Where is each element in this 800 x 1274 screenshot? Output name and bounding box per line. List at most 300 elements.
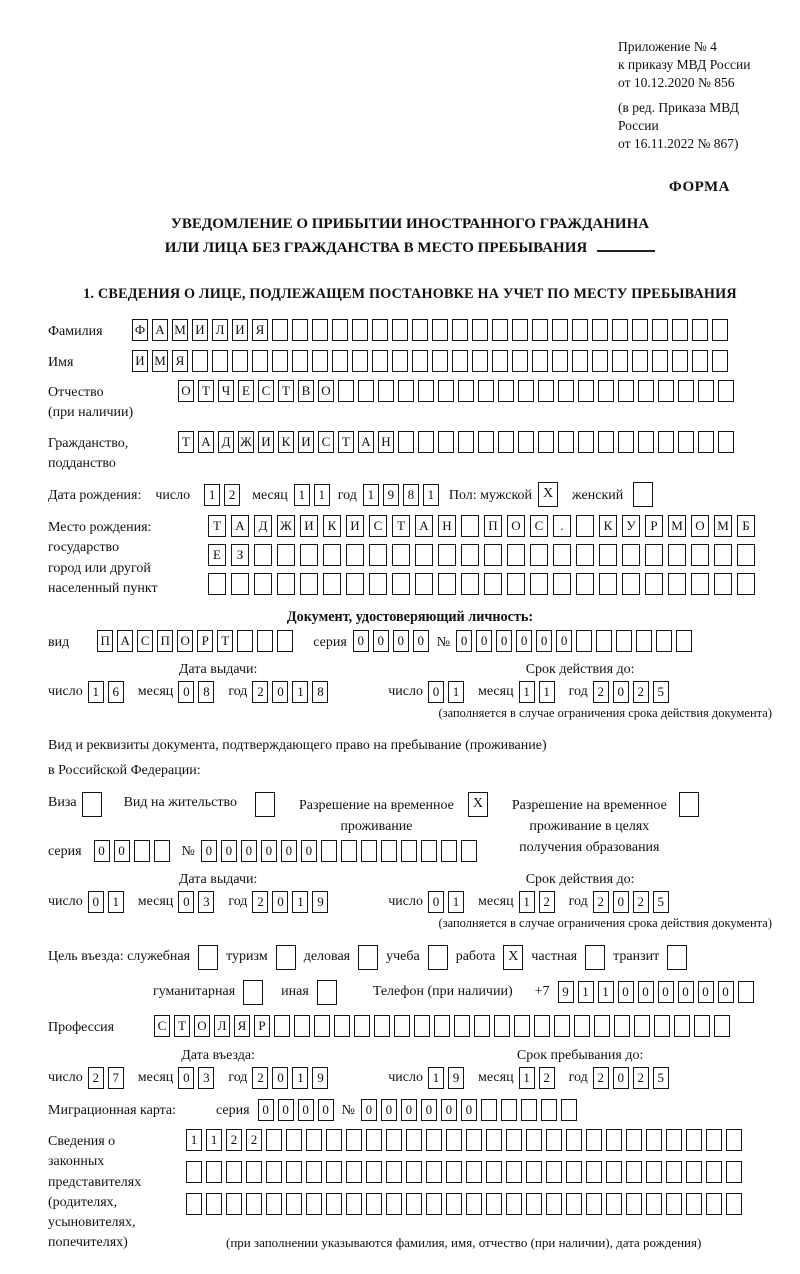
- char-cell[interactable]: 0: [393, 630, 409, 652]
- char-cell[interactable]: [645, 544, 663, 566]
- char-cell[interactable]: [312, 350, 328, 372]
- char-cell[interactable]: [606, 1193, 622, 1215]
- char-cell[interactable]: [292, 319, 308, 341]
- char-cell[interactable]: [632, 350, 648, 372]
- char-cell[interactable]: [594, 1015, 610, 1037]
- char-cell[interactable]: [352, 319, 368, 341]
- char-cell[interactable]: 1: [519, 891, 535, 913]
- char-cell[interactable]: [492, 350, 508, 372]
- char-cell[interactable]: [606, 1161, 622, 1183]
- char-cell[interactable]: [538, 431, 554, 453]
- char-cell[interactable]: 1: [448, 891, 464, 913]
- char-cell[interactable]: 9: [558, 981, 574, 1003]
- char-cell[interactable]: [646, 1161, 662, 1183]
- char-cell[interactable]: [706, 1161, 722, 1183]
- char-cell[interactable]: Я: [172, 350, 188, 372]
- char-cell[interactable]: Н: [438, 515, 456, 537]
- char-cell[interactable]: 3: [198, 891, 214, 913]
- char-cell[interactable]: [386, 1129, 402, 1151]
- char-cell[interactable]: [346, 573, 364, 595]
- char-cell[interactable]: [698, 431, 714, 453]
- char-cell[interactable]: [714, 573, 732, 595]
- char-cell[interactable]: [507, 573, 525, 595]
- char-cell[interactable]: [292, 350, 308, 372]
- char-cell[interactable]: [254, 544, 272, 566]
- char-cell[interactable]: 2: [224, 484, 240, 506]
- char-cell[interactable]: И: [300, 515, 318, 537]
- char-cell[interactable]: Т: [198, 380, 214, 402]
- char-cell[interactable]: [737, 573, 755, 595]
- char-cell[interactable]: [572, 319, 588, 341]
- char-cell[interactable]: [346, 1161, 362, 1183]
- char-cell[interactable]: [401, 840, 417, 862]
- char-cell[interactable]: 2: [226, 1129, 242, 1151]
- char-cell[interactable]: [461, 544, 479, 566]
- char-cell[interactable]: [300, 573, 318, 595]
- char-cell[interactable]: [672, 319, 688, 341]
- char-cell[interactable]: [676, 630, 692, 652]
- char-cell[interactable]: [338, 380, 354, 402]
- char-cell[interactable]: [326, 1129, 342, 1151]
- char-cell[interactable]: А: [117, 630, 133, 652]
- char-cell[interactable]: [332, 350, 348, 372]
- char-cell[interactable]: [226, 1161, 242, 1183]
- char-cell[interactable]: [586, 1129, 602, 1151]
- char-cell[interactable]: [426, 1129, 442, 1151]
- char-cell[interactable]: [712, 350, 728, 372]
- char-cell[interactable]: [418, 380, 434, 402]
- char-cell[interactable]: 0: [301, 840, 317, 862]
- char-cell[interactable]: [492, 319, 508, 341]
- char-cell[interactable]: [618, 431, 634, 453]
- char-cell[interactable]: 2: [593, 891, 609, 913]
- char-cell[interactable]: [246, 1161, 262, 1183]
- char-cell[interactable]: [414, 1015, 430, 1037]
- char-cell[interactable]: 0: [658, 981, 674, 1003]
- char-cell[interactable]: 1: [292, 891, 308, 913]
- char-cell[interactable]: [494, 1015, 510, 1037]
- char-cell[interactable]: К: [323, 515, 341, 537]
- char-cell[interactable]: [514, 1015, 530, 1037]
- char-cell[interactable]: У: [622, 515, 640, 537]
- char-cell[interactable]: [507, 544, 525, 566]
- char-cell[interactable]: [622, 573, 640, 595]
- char-cell[interactable]: 1: [428, 1067, 444, 1089]
- visa-checkbox[interactable]: [82, 792, 102, 817]
- char-cell[interactable]: [666, 1193, 682, 1215]
- char-cell[interactable]: А: [231, 515, 249, 537]
- char-cell[interactable]: Н: [378, 431, 394, 453]
- char-cell[interactable]: О: [194, 1015, 210, 1037]
- char-cell[interactable]: [738, 981, 754, 1003]
- char-cell[interactable]: [612, 350, 628, 372]
- char-cell[interactable]: Т: [208, 515, 226, 537]
- char-cell[interactable]: [392, 350, 408, 372]
- char-cell[interactable]: [392, 544, 410, 566]
- char-cell[interactable]: 9: [448, 1067, 464, 1089]
- char-cell[interactable]: [452, 350, 468, 372]
- char-cell[interactable]: [726, 1129, 742, 1151]
- char-cell[interactable]: 5: [653, 681, 669, 703]
- char-cell[interactable]: [526, 1161, 542, 1183]
- char-cell[interactable]: [326, 1193, 342, 1215]
- char-cell[interactable]: 0: [281, 840, 297, 862]
- char-cell[interactable]: Т: [278, 380, 294, 402]
- char-cell[interactable]: [398, 380, 414, 402]
- char-cell[interactable]: А: [415, 515, 433, 537]
- char-cell[interactable]: [526, 1129, 542, 1151]
- char-cell[interactable]: [646, 1129, 662, 1151]
- char-cell[interactable]: 0: [536, 630, 552, 652]
- char-cell[interactable]: [666, 1161, 682, 1183]
- char-cell[interactable]: [737, 544, 755, 566]
- char-cell[interactable]: 0: [272, 1067, 288, 1089]
- char-cell[interactable]: [461, 573, 479, 595]
- char-cell[interactable]: [466, 1161, 482, 1183]
- char-cell[interactable]: [666, 1129, 682, 1151]
- char-cell[interactable]: [412, 319, 428, 341]
- char-cell[interactable]: [652, 350, 668, 372]
- char-cell[interactable]: М: [152, 350, 168, 372]
- char-cell[interactable]: [486, 1193, 502, 1215]
- char-cell[interactable]: [626, 1193, 642, 1215]
- char-cell[interactable]: [486, 1129, 502, 1151]
- char-cell[interactable]: [654, 1015, 670, 1037]
- char-cell[interactable]: 1: [578, 981, 594, 1003]
- char-cell[interactable]: [426, 1161, 442, 1183]
- char-cell[interactable]: [206, 1193, 222, 1215]
- char-cell[interactable]: [306, 1161, 322, 1183]
- char-cell[interactable]: [614, 1015, 630, 1037]
- char-cell[interactable]: [691, 573, 709, 595]
- char-cell[interactable]: 0: [114, 840, 130, 862]
- char-cell[interactable]: С: [258, 380, 274, 402]
- char-cell[interactable]: [466, 1129, 482, 1151]
- char-cell[interactable]: [718, 380, 734, 402]
- char-cell[interactable]: 0: [381, 1099, 397, 1121]
- char-cell[interactable]: 1: [292, 681, 308, 703]
- char-cell[interactable]: [286, 1129, 302, 1151]
- char-cell[interactable]: [314, 1015, 330, 1037]
- char-cell[interactable]: [346, 1193, 362, 1215]
- char-cell[interactable]: 1: [423, 484, 439, 506]
- char-cell[interactable]: [598, 380, 614, 402]
- char-cell[interactable]: [472, 319, 488, 341]
- char-cell[interactable]: 0: [613, 891, 629, 913]
- char-cell[interactable]: [366, 1129, 382, 1151]
- char-cell[interactable]: [426, 1193, 442, 1215]
- char-cell[interactable]: 0: [221, 840, 237, 862]
- char-cell[interactable]: [626, 1161, 642, 1183]
- char-cell[interactable]: [257, 630, 273, 652]
- char-cell[interactable]: [692, 350, 708, 372]
- purpose-study-checkbox[interactable]: [428, 945, 448, 970]
- char-cell[interactable]: М: [668, 515, 686, 537]
- char-cell[interactable]: [586, 1161, 602, 1183]
- char-cell[interactable]: А: [358, 431, 374, 453]
- char-cell[interactable]: 5: [653, 891, 669, 913]
- char-cell[interactable]: [553, 544, 571, 566]
- char-cell[interactable]: [369, 573, 387, 595]
- char-cell[interactable]: [518, 431, 534, 453]
- char-cell[interactable]: [658, 431, 674, 453]
- char-cell[interactable]: И: [232, 319, 248, 341]
- char-cell[interactable]: [374, 1015, 390, 1037]
- char-cell[interactable]: [434, 1015, 450, 1037]
- char-cell[interactable]: 1: [88, 681, 104, 703]
- char-cell[interactable]: 0: [516, 630, 532, 652]
- char-cell[interactable]: [323, 544, 341, 566]
- char-cell[interactable]: [312, 319, 328, 341]
- char-cell[interactable]: [506, 1129, 522, 1151]
- char-cell[interactable]: [274, 1015, 290, 1037]
- char-cell[interactable]: [714, 544, 732, 566]
- char-cell[interactable]: [512, 319, 528, 341]
- char-cell[interactable]: [406, 1161, 422, 1183]
- purpose-humanitarian-checkbox[interactable]: [243, 980, 263, 1005]
- char-cell[interactable]: [478, 431, 494, 453]
- char-cell[interactable]: [341, 840, 357, 862]
- purpose-transit-checkbox[interactable]: [667, 945, 687, 970]
- char-cell[interactable]: [576, 573, 594, 595]
- char-cell[interactable]: 0: [613, 681, 629, 703]
- char-cell[interactable]: Ф: [132, 319, 148, 341]
- char-cell[interactable]: [246, 1193, 262, 1215]
- char-cell[interactable]: [461, 840, 477, 862]
- char-cell[interactable]: [645, 573, 663, 595]
- char-cell[interactable]: Д: [218, 431, 234, 453]
- char-cell[interactable]: 1: [108, 891, 124, 913]
- char-cell[interactable]: М: [172, 319, 188, 341]
- char-cell[interactable]: 0: [272, 681, 288, 703]
- char-cell[interactable]: [592, 319, 608, 341]
- char-cell[interactable]: З: [231, 544, 249, 566]
- char-cell[interactable]: Л: [214, 1015, 230, 1037]
- char-cell[interactable]: [421, 840, 437, 862]
- char-cell[interactable]: [277, 544, 295, 566]
- char-cell[interactable]: 0: [94, 840, 110, 862]
- char-cell[interactable]: [237, 630, 253, 652]
- char-cell[interactable]: [586, 1193, 602, 1215]
- char-cell[interactable]: [576, 515, 594, 537]
- char-cell[interactable]: О: [318, 380, 334, 402]
- char-cell[interactable]: [558, 431, 574, 453]
- purpose-tourism-checkbox[interactable]: [276, 945, 296, 970]
- rvp-education-checkbox[interactable]: [679, 792, 699, 817]
- char-cell[interactable]: Т: [178, 431, 194, 453]
- char-cell[interactable]: [530, 573, 548, 595]
- char-cell[interactable]: 1: [598, 981, 614, 1003]
- char-cell[interactable]: 0: [428, 891, 444, 913]
- char-cell[interactable]: [501, 1099, 517, 1121]
- char-cell[interactable]: [484, 573, 502, 595]
- char-cell[interactable]: О: [177, 630, 193, 652]
- char-cell[interactable]: Р: [254, 1015, 270, 1037]
- char-cell[interactable]: [618, 380, 634, 402]
- char-cell[interactable]: [668, 544, 686, 566]
- char-cell[interactable]: Ж: [277, 515, 295, 537]
- sex-female-checkbox[interactable]: [633, 482, 653, 507]
- char-cell[interactable]: [346, 544, 364, 566]
- char-cell[interactable]: [366, 1193, 382, 1215]
- char-cell[interactable]: [406, 1193, 422, 1215]
- char-cell[interactable]: [458, 431, 474, 453]
- char-cell[interactable]: 0: [421, 1099, 437, 1121]
- char-cell[interactable]: 2: [252, 681, 268, 703]
- char-cell[interactable]: [352, 350, 368, 372]
- char-cell[interactable]: 0: [476, 630, 492, 652]
- char-cell[interactable]: [134, 840, 150, 862]
- char-cell[interactable]: [498, 431, 514, 453]
- char-cell[interactable]: [694, 1015, 710, 1037]
- char-cell[interactable]: [678, 431, 694, 453]
- char-cell[interactable]: 0: [718, 981, 734, 1003]
- char-cell[interactable]: [678, 380, 694, 402]
- char-cell[interactable]: О: [507, 515, 525, 537]
- char-cell[interactable]: 2: [593, 681, 609, 703]
- char-cell[interactable]: 0: [261, 840, 277, 862]
- char-cell[interactable]: Р: [645, 515, 663, 537]
- char-cell[interactable]: С: [369, 515, 387, 537]
- char-cell[interactable]: Т: [392, 515, 410, 537]
- char-cell[interactable]: 9: [383, 484, 399, 506]
- char-cell[interactable]: И: [298, 431, 314, 453]
- char-cell[interactable]: 0: [678, 981, 694, 1003]
- char-cell[interactable]: [526, 1193, 542, 1215]
- char-cell[interactable]: [415, 544, 433, 566]
- char-cell[interactable]: .: [553, 515, 571, 537]
- char-cell[interactable]: [636, 630, 652, 652]
- char-cell[interactable]: [512, 350, 528, 372]
- char-cell[interactable]: Е: [238, 380, 254, 402]
- char-cell[interactable]: [386, 1161, 402, 1183]
- purpose-work-checkbox[interactable]: X: [503, 945, 523, 970]
- char-cell[interactable]: [646, 1193, 662, 1215]
- char-cell[interactable]: 2: [252, 1067, 268, 1089]
- char-cell[interactable]: С: [318, 431, 334, 453]
- char-cell[interactable]: [394, 1015, 410, 1037]
- char-cell[interactable]: [552, 350, 568, 372]
- char-cell[interactable]: [306, 1193, 322, 1215]
- char-cell[interactable]: 0: [613, 1067, 629, 1089]
- char-cell[interactable]: [634, 1015, 650, 1037]
- char-cell[interactable]: А: [198, 431, 214, 453]
- rvp-checkbox[interactable]: X: [468, 792, 488, 817]
- sex-male-checkbox[interactable]: X: [538, 482, 558, 507]
- char-cell[interactable]: [415, 573, 433, 595]
- char-cell[interactable]: 0: [88, 891, 104, 913]
- char-cell[interactable]: [572, 350, 588, 372]
- char-cell[interactable]: [532, 319, 548, 341]
- char-cell[interactable]: [486, 1161, 502, 1183]
- char-cell[interactable]: 0: [318, 1099, 334, 1121]
- char-cell[interactable]: П: [97, 630, 113, 652]
- char-cell[interactable]: [481, 1099, 497, 1121]
- char-cell[interactable]: 0: [556, 630, 572, 652]
- char-cell[interactable]: 1: [363, 484, 379, 506]
- char-cell[interactable]: [272, 319, 288, 341]
- char-cell[interactable]: [546, 1129, 562, 1151]
- char-cell[interactable]: 0: [178, 681, 194, 703]
- char-cell[interactable]: 2: [633, 1067, 649, 1089]
- char-cell[interactable]: [366, 1161, 382, 1183]
- char-cell[interactable]: 1: [539, 681, 555, 703]
- char-cell[interactable]: [672, 350, 688, 372]
- char-cell[interactable]: [726, 1161, 742, 1183]
- char-cell[interactable]: [372, 350, 388, 372]
- char-cell[interactable]: [266, 1129, 282, 1151]
- char-cell[interactable]: [566, 1193, 582, 1215]
- char-cell[interactable]: [446, 1129, 462, 1151]
- char-cell[interactable]: 1: [206, 1129, 222, 1151]
- char-cell[interactable]: [334, 1015, 350, 1037]
- char-cell[interactable]: 0: [241, 840, 257, 862]
- char-cell[interactable]: [592, 350, 608, 372]
- char-cell[interactable]: 2: [246, 1129, 262, 1151]
- char-cell[interactable]: [186, 1161, 202, 1183]
- char-cell[interactable]: [266, 1193, 282, 1215]
- char-cell[interactable]: 7: [108, 1067, 124, 1089]
- char-cell[interactable]: [714, 1015, 730, 1037]
- char-cell[interactable]: 0: [441, 1099, 457, 1121]
- char-cell[interactable]: [506, 1193, 522, 1215]
- char-cell[interactable]: 0: [456, 630, 472, 652]
- char-cell[interactable]: [369, 544, 387, 566]
- char-cell[interactable]: [358, 380, 374, 402]
- char-cell[interactable]: [566, 1129, 582, 1151]
- char-cell[interactable]: 3: [198, 1067, 214, 1089]
- char-cell[interactable]: 0: [178, 1067, 194, 1089]
- char-cell[interactable]: [472, 350, 488, 372]
- char-cell[interactable]: 2: [633, 681, 649, 703]
- char-cell[interactable]: [478, 380, 494, 402]
- char-cell[interactable]: 0: [298, 1099, 314, 1121]
- char-cell[interactable]: П: [484, 515, 502, 537]
- char-cell[interactable]: [381, 840, 397, 862]
- char-cell[interactable]: [554, 1015, 570, 1037]
- char-cell[interactable]: [438, 573, 456, 595]
- char-cell[interactable]: [506, 1161, 522, 1183]
- char-cell[interactable]: [458, 380, 474, 402]
- char-cell[interactable]: [392, 319, 408, 341]
- char-cell[interactable]: [277, 573, 295, 595]
- char-cell[interactable]: [638, 431, 654, 453]
- char-cell[interactable]: [446, 1161, 462, 1183]
- char-cell[interactable]: К: [278, 431, 294, 453]
- char-cell[interactable]: [294, 1015, 310, 1037]
- char-cell[interactable]: Ч: [218, 380, 234, 402]
- char-cell[interactable]: [686, 1129, 702, 1151]
- char-cell[interactable]: [418, 431, 434, 453]
- char-cell[interactable]: 0: [698, 981, 714, 1003]
- char-cell[interactable]: [392, 573, 410, 595]
- char-cell[interactable]: [558, 380, 574, 402]
- char-cell[interactable]: [406, 1129, 422, 1151]
- purpose-official-checkbox[interactable]: [198, 945, 218, 970]
- char-cell[interactable]: Т: [338, 431, 354, 453]
- char-cell[interactable]: [706, 1193, 722, 1215]
- char-cell[interactable]: [398, 431, 414, 453]
- char-cell[interactable]: [272, 350, 288, 372]
- char-cell[interactable]: [474, 1015, 490, 1037]
- char-cell[interactable]: С: [530, 515, 548, 537]
- char-cell[interactable]: [622, 544, 640, 566]
- char-cell[interactable]: О: [691, 515, 709, 537]
- char-cell[interactable]: [626, 1129, 642, 1151]
- char-cell[interactable]: 2: [593, 1067, 609, 1089]
- char-cell[interactable]: И: [192, 319, 208, 341]
- char-cell[interactable]: [454, 1015, 470, 1037]
